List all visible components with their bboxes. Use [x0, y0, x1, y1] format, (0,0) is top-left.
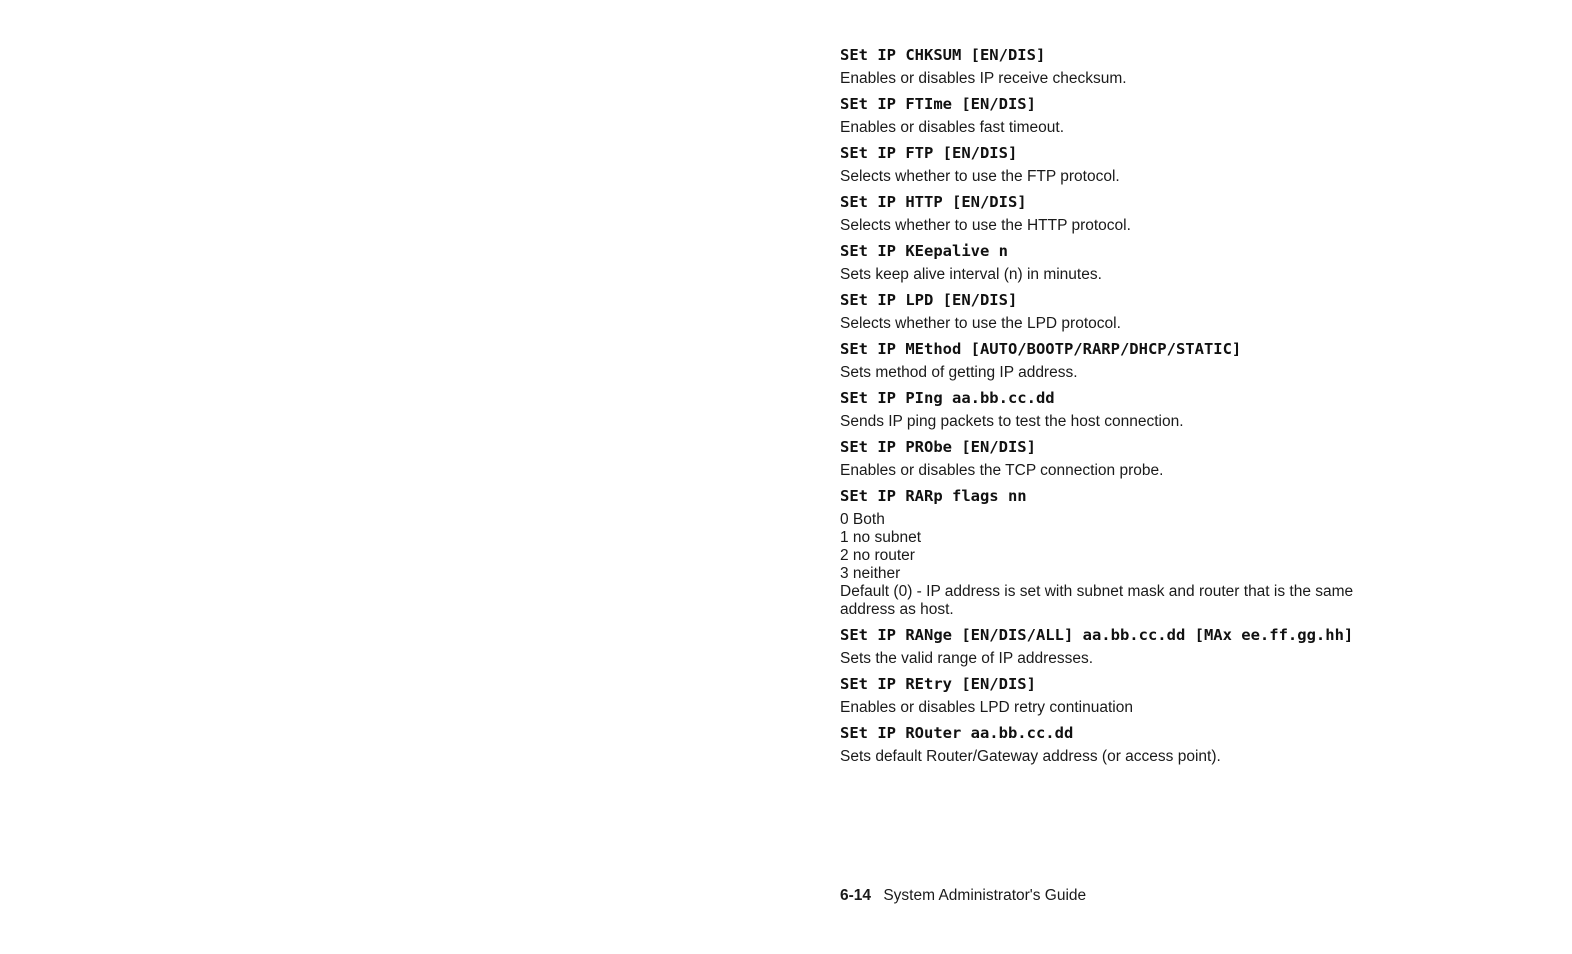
command-syntax: SEt IP LPD [EN/DIS]: [840, 291, 1018, 309]
command-description: Sets the valid range of IP addresses.: [840, 650, 1094, 667]
command-syntax: SEt IP FTIme [EN/DIS]: [840, 95, 1036, 113]
command-description: Sends IP ping packets to test the host connection.: [840, 413, 1184, 430]
command-description: Enables or disables the TCP connection probe.: [840, 462, 1164, 479]
command-description: Enables or disables fast timeout.: [840, 119, 1065, 136]
flag-option: 1 no subnet: [840, 529, 922, 546]
command-syntax: SEt IP FTP [EN/DIS]: [840, 144, 1018, 162]
entry-probe: [840, 437, 1540, 480]
command-description: Enables or disables IP receive checksum.: [840, 70, 1127, 87]
entry-ftime: [840, 94, 1540, 137]
entry-http: [840, 192, 1540, 235]
command-description: Sets keep alive interval (n) in minutes.: [840, 266, 1102, 283]
command-description: [840, 511, 1540, 619]
entry-lpd: [840, 290, 1540, 333]
entry-range: [840, 625, 1540, 668]
command-syntax: SEt IP HTTP [EN/DIS]: [840, 193, 1027, 211]
command-description: Selects whether to use the HTTP protocol.: [840, 217, 1131, 234]
default-note: Default (0) - IP address is set with subnet mask and router that is the same: [840, 583, 1354, 600]
entry-keepalive: [840, 241, 1540, 284]
flag-option: 3 neither: [840, 565, 901, 582]
command-syntax: SEt IP KEepalive n: [840, 242, 1008, 260]
command-description: Selects whether to use the LPD protocol.: [840, 315, 1121, 332]
entry-rarp-flags: [840, 486, 1540, 619]
default-note: address as host.: [840, 601, 954, 618]
entry-router: [840, 723, 1540, 766]
command-syntax: SEt IP ROuter aa.bb.cc.dd: [840, 724, 1074, 742]
page-number: 6-14: [840, 887, 872, 904]
command-syntax: SEt IP RANge [EN/DIS/ALL] aa.bb.cc.dd [MAx ee.ff.gg.hh]: [840, 626, 1354, 644]
command-syntax: SEt IP CHKSUM [EN/DIS]: [840, 46, 1046, 64]
entry-ping: [840, 388, 1540, 431]
entry-chksum: [840, 45, 1540, 88]
command-description: Sets method of getting IP address.: [840, 364, 1078, 381]
page-footer: [840, 886, 1086, 906]
command-reference-list: [840, 45, 1540, 772]
document-title: System Administrator's Guide: [883, 887, 1087, 904]
command-syntax: SEt IP MEthod [AUTO/BOOTP/RARP/DHCP/STATIC]: [840, 340, 1242, 358]
flag-option: 2 no router: [840, 547, 915, 564]
command-syntax: SEt IP PIng aa.bb.cc.dd: [840, 389, 1055, 407]
command-syntax: SEt IP PRObe [EN/DIS]: [840, 438, 1036, 456]
command-description: Enables or disables LPD retry continuation: [840, 699, 1133, 716]
command-syntax: SEt IP REtry [EN/DIS]: [840, 675, 1036, 693]
entry-retry: [840, 674, 1540, 717]
flag-option: 0 Both: [840, 511, 885, 528]
entry-ftp: [840, 143, 1540, 186]
entry-method: [840, 339, 1540, 382]
command-description: Selects whether to use the FTP protocol.: [840, 168, 1120, 185]
command-syntax: SEt IP RARp flags nn: [840, 487, 1027, 505]
command-description: Sets default Router/Gateway address (or access point).: [840, 748, 1221, 765]
